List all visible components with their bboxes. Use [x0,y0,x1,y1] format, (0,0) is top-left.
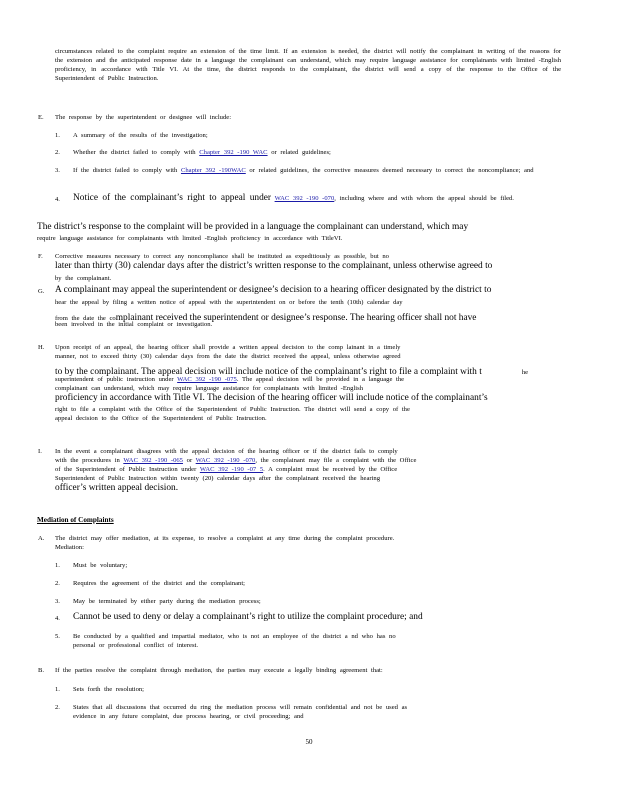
section-h-line5: complainant can understand, which may require language assistance for complainants with limited -English [55,385,363,392]
section-h-line8: appeal decision to the Office of the Superintendent of Public Instruction. [55,415,267,422]
section-i-line2: with the procedures in WAC 392 -190 -065 or WAC 392 -190 -070, the complainant may file a complaint with the Office [55,457,417,464]
a-item-1-num: 1. [55,562,60,569]
section-b-line1: If the parties resolve the complaint through mediation, the parties may execute a legally binding agreement that: [55,667,383,674]
b-item-1-num: 1. [55,686,60,693]
b-item-1-text: Sets forth the resolution; [73,686,145,693]
a-item-5-text2: personal or professional conflict of interest. [73,642,198,649]
section-h-line3: to by the complainant. The appeal decision will include notice of the complainant’s right to file a complaint with t he [55,367,529,377]
e-item-3-text: If the district failed to comply with Chapter 392 -190WAC or related guidelines, the corrective measures deemed necessary to correct the noncompliance; and [73,167,534,174]
e-item-4-text: Notice of the complainant’s right to appeal under WAC 392 -190 -070, including where and with whom the appeal should be filed. [73,193,514,203]
b-item-2-num: 2. [55,704,60,711]
chapter-392-190-wac-link-2[interactable]: Chapter 392 -190WAC [180,167,246,174]
wac-392-190-070-link-2[interactable]: WAC 392 -190 -070 [195,457,256,464]
section-g-label: G. [38,288,45,295]
language-note-big: The district’s response to the complaint will be provided in a language the complainant can understand, which may [37,222,469,232]
e-item-2-text: Whether the district failed to comply with Chapter 392 -190 WAC or related guidelines; [73,149,331,156]
section-g-line1: A complainant may appeal the superintendent or designee’s decision to a hearing officer designated by the district to [55,285,492,295]
e-item-1-text: A summary of the results of the investigation; [73,132,208,139]
b-item-2-text: States that all discussions that occurred du ring the mediation process will remain confidential and not be used as [73,704,408,711]
section-f-line2: later than thirty (30) calendar days after the district’s written response to the complainant, unless otherwise agreed to [55,261,493,271]
e-item-1-num: 1. [55,132,60,139]
section-g-line3: from the date the complainant received the superintendent or designee’s response. The hearing officer shall not have [55,313,477,323]
a-item-2-text: Requires the agreement of the district and the complainant; [73,580,245,587]
section-a-label: A. [38,535,45,542]
section-f-line1: Corrective measures necessary to correct any noncompliance shall be instituted as expeditiously as possible, but no [55,253,389,260]
mediation-heading: Mediation of Complaints [37,516,114,524]
section-h-line7: right to file a complaint with the Office of the Superintendent of Public Instruction. The district will send a copy of the [55,406,410,413]
section-i-line4: Superintendent of Public Instruction within twenty (20) calendar days after the complainant received the hearing [55,475,380,482]
section-g-line4: been involved in the initial complaint or investigation. [55,321,213,328]
a-item-3-num: 3. [55,598,60,605]
section-a-line2: Mediation: [55,544,84,551]
a-item-4-num: 4. [55,615,60,622]
section-i-line5: officer’s written appeal decision. [55,483,179,493]
section-i-line1: In the event a complainant disagrees with the appeal decision of the hearing officer or if the district fails to comply [55,448,398,455]
a-item-2-num: 2. [55,580,60,587]
a-item-1-text: Must be voluntary; [73,562,128,569]
section-e-label: E. [38,114,44,121]
section-f-line3: by the complainant. [55,275,112,282]
language-note-small: require language assistance for complainants with limited -English proficiency in accordance with TitleVI. [37,235,343,242]
section-h-line4: superintendent of public instruction under WAC 392 -190 -075. The appeal decision will be provided in a language the [55,376,405,383]
section-i-line3: of the Superintendent of Public Instruction under WAC 392 -190 -07 5. A complaint must be received by the Office [55,466,398,473]
a-item-5-num: 5. [55,633,60,640]
intro-paragraph: circumstances related to the complaint require an extension of the time limit. If an extension is needed, the district will notify the complainant in writing of the reasons for the extension and the anticipated response date in a language the complainant can understand, which may require language assistance for complainants with limited -English proficiency, in accordance with Title VI. At the time, the district responds to the complainant, the district will send a copy of the response to the Office of the Superintendent of Public Instruction. [55,48,561,82]
section-a-line1: The district may offer mediation, at its expense, to resolve a complaint at any time during the complaint procedure. [55,535,395,542]
section-i-label: I. [38,448,42,455]
page-number: 50 [305,738,313,746]
section-f-label: F. [38,253,43,260]
wac-392-190-070-link[interactable]: WAC 392 -190 -070 [274,195,335,202]
section-e-text: The response by the superintendent or designee will include: [55,114,232,121]
section-h-label: H. [38,344,45,351]
section-h-line6: proficiency in accordance with Title VI. The decision of the hearing officer will include notice of the complainant’s [55,393,488,403]
e-item-4-num: 4. [55,196,60,203]
a-item-5-text: Be conducted by a qualified and impartial mediator, who is not an employee of the district a nd who has no [73,633,396,640]
e-item-2-num: 2. [55,149,60,156]
wac-392-190-075-link-2[interactable]: WAC 392 -190 -07 5 [199,466,264,473]
wac-392-190-065-link[interactable]: WAC 392 -190 -065 [123,457,183,464]
a-item-4-text: Cannot be used to deny or delay a complainant’s right to utilize the complaint procedure; and [73,612,423,622]
section-g-line2: hear the appeal by filing a written notice of appeal with the superintendent on or before the tenth (10th) calendar day [55,299,403,306]
e-item-3-num: 3. [55,167,60,174]
b-item-2-text2: evidence in any future complaint, due process hearing, or civil proceeding; and [73,713,304,720]
chapter-392-190-wac-link[interactable]: Chapter 392 -190 WAC [199,149,268,156]
section-h-line2: manner, not to exceed thirty (30) calendar days from the date the district received the appeal, unless otherwise agreed [55,353,401,360]
a-item-3-text: May be terminated by either party during the mediation process; [73,598,261,605]
section-h-line1: Upon receipt of an appeal, the hearing officer shall provide a written appeal decision to the comp lainant in a timely [55,344,401,351]
wac-392-190-075-link[interactable]: WAC 392 -190 -075 [177,376,237,383]
section-b-label: B. [38,667,45,674]
